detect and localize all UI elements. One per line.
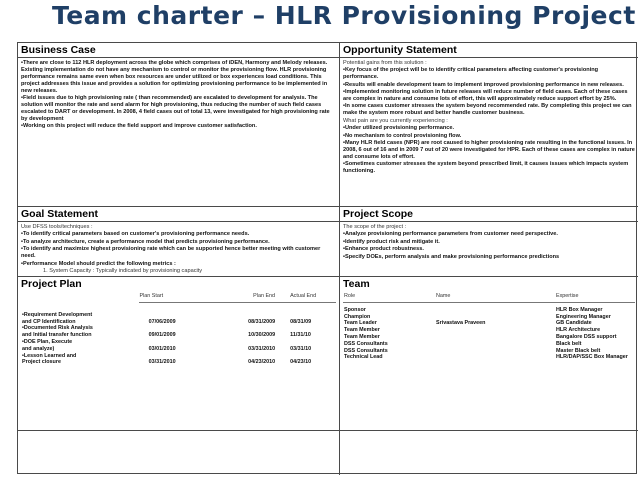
team-row: [343, 354, 635, 364]
team-name: Srivastava Praveen: [436, 320, 486, 327]
team-charter-grid: [17, 42, 637, 474]
team-rows: [343, 307, 635, 365]
plan-start: 09/01/2009: [148, 332, 176, 339]
plan-task: and analyze): [22, 345, 55, 352]
team-expertise: Black belt: [556, 340, 582, 347]
plan-actual: [276, 312, 336, 319]
goal-bullet: •To identify critical parameters based on customer's provisioning performance needs.: [21, 231, 250, 238]
plan-end: 04/23/2010: [248, 359, 276, 366]
plan-header-rule: [139, 301, 336, 303]
project-plan-rows: [21, 312, 336, 366]
empty-cell-left: [18, 431, 340, 475]
team-name: [435, 307, 555, 314]
team-role: Sponsor: [344, 306, 366, 313]
team-name: [435, 354, 555, 364]
business-case-bullet: •Working on this project will reduce the field support and improve customer satisfaction.: [21, 123, 257, 130]
team-expertise: HLR Architecture: [556, 327, 601, 334]
scope-intro: The scope of the project :: [343, 224, 407, 230]
pain-bullet: •Many HLR field cases (NPR) are root caused to higher provisioning rate resulting in the functional issues. In 2008, 6 out of 16 and in 2009 7 out of 20 were investigated for HPR. Each of these cases are complex in nature and consume lots of effort.: [343, 139, 635, 160]
plan-actual: [276, 353, 336, 360]
plan-row: [21, 319, 336, 326]
project-plan-cell: [18, 277, 340, 431]
plan-task: and Initial transfer function: [22, 332, 92, 339]
plan-end: 08/31/2009: [248, 318, 276, 325]
goal-intro: Use DFSS tools/techniques :: [21, 224, 93, 230]
team-role: Team Member: [344, 333, 380, 340]
project-plan-table: [21, 293, 336, 300]
plan-col-end: Plan End: [253, 293, 276, 299]
scope-bullet: •Specify DOEs, perform analysis and make provisioning performance predictions: [343, 253, 560, 260]
plan-task: and CP Identification: [22, 318, 76, 325]
plan-col-actual: Actual End: [290, 293, 317, 299]
project-scope-cell: [340, 207, 638, 277]
plan-start: [139, 339, 219, 346]
plan-row: [21, 332, 336, 339]
plan-header-row: [21, 293, 336, 300]
goal-bullet: •To analyze architecture, create a performance model that predicts provisioning performance.: [21, 238, 270, 245]
plan-task: •DOE Plan, Execute: [22, 338, 73, 345]
goal-statement-cell: [18, 207, 340, 277]
goal-metric: 1. System Capacity : Typically indicated by provisioning capacity: [43, 267, 203, 274]
plan-start: 07/06/2009: [148, 318, 176, 325]
plan-row: [21, 312, 336, 319]
team-table: [343, 293, 635, 300]
team-name: [435, 341, 555, 348]
goal-bullet: •Performance Model should predict the following metrics :: [21, 260, 176, 267]
team-role: Team Leader: [344, 320, 377, 327]
plan-end: 10/30/2009: [248, 332, 276, 339]
plan-start: [139, 353, 219, 360]
team-col-expertise: Expertise: [556, 293, 579, 299]
pain-intro: What pain are you currently experiencing :: [343, 117, 448, 124]
plan-start: [139, 312, 219, 319]
scope-bullet: •Enhance product robustness.: [343, 246, 424, 253]
plan-start: 03/01/2010: [148, 345, 176, 352]
team-name: [435, 314, 555, 321]
plan-col-start: Plan Start: [139, 293, 164, 299]
plan-end: [218, 339, 276, 346]
team-col-name: Name: [436, 293, 451, 299]
team-role: DSS Consultants: [344, 340, 388, 347]
title-bar: [0, 0, 638, 38]
team-row: [343, 314, 635, 321]
business-case-bullet: •There are close to 112 HLR deployment across the globe which comprises of iDEN, Harmony and Melody releases. Existing implementation do not have any mechanism to control or monitor the provisioning flow. HLR provisioning performance remains same even when box resources are under utilized or box experiences load conditions. This project addresses this issue and provides a solution for optimizing provisioning performance to be implemented in new releases.: [21, 60, 328, 94]
plan-start: [139, 325, 219, 332]
opportunity-bullet: •Key focus of the project will be to identify critical parameters affecting customer's provisioning performance.: [343, 67, 599, 81]
plan-end: 03/31/2010: [248, 345, 276, 352]
team-header-row: [343, 293, 635, 300]
business-case-cell: [18, 43, 340, 207]
opportunity-bullet: •In some cases customer stresses the system beyond recommended rate. By completing this project we can make the system more robust and better handle customer business.: [343, 103, 632, 117]
team-expertise: Bangalore DSS support: [556, 333, 617, 340]
pain-bullet: •Under utilized provisioning performance.: [343, 125, 455, 132]
team-role: DSS Consultants: [344, 347, 388, 354]
team-col-role: Role: [344, 293, 356, 299]
opportunity-statement-heading: Opportunity Statement: [340, 44, 638, 58]
team-name: [435, 327, 555, 334]
opportunity-bullet: •Implemented monitoring solution in future releases will reduce number of field cases. Each of these cases are complex in nature and consume lots of effort, this will approximately reduce support effort by 25%.: [343, 89, 628, 103]
opportunity-statement-cell: [340, 43, 638, 207]
business-case-bullet: •Field issues due to high provisioning rate ( than recommended) are escalated to development for analysis. The solution will monitor the rate and send alarm for high provisioning, thus reducing the number of such field cases escalated to DART or development. In 2008, 4 field cases out of total 13, were investigated for high provisioning rate by development: [21, 95, 330, 122]
goal-bullet: •To identify and maximize highest provisioning rate which can be supported hence better meeting with customer need.: [21, 246, 321, 260]
team-role: Champion: [344, 313, 371, 320]
plan-start: 03/31/2010: [148, 359, 176, 366]
plan-row: [21, 346, 336, 353]
plan-row: [21, 325, 336, 332]
plan-row: [21, 353, 336, 360]
pain-bullet: •Sometimes customer stresses the system beyond prescribed limit, it causes issues which impacts system functioning.: [343, 161, 629, 175]
project-scope-heading: Project Scope: [340, 208, 638, 222]
slide-title: Team charter – HLR Provisioning Project: [52, 1, 636, 30]
plan-actual: 11/31/10: [290, 332, 311, 339]
opportunity-intro: Potential gains from this solution :: [343, 60, 427, 66]
team-row: [343, 334, 635, 341]
team-row: [343, 348, 635, 355]
plan-row: [21, 359, 336, 366]
pain-bullet: •No mechanism to control provisioning flow.: [343, 132, 462, 139]
plan-task: •Lesson Learned and: [22, 352, 77, 359]
team-expertise: HLR/DAP/SSC Box Manager: [556, 354, 628, 361]
plan-task: Project closure: [22, 359, 61, 366]
business-case-heading: Business Case: [18, 44, 339, 58]
project-plan-heading: Project Plan: [21, 278, 82, 290]
team-expertise: GB Candidate: [556, 320, 592, 327]
team-name: [435, 334, 555, 341]
plan-end: [218, 312, 276, 319]
team-row: [343, 307, 635, 314]
plan-task: •Documented Risk Analysis: [22, 325, 93, 332]
empty-cell-right: [340, 431, 638, 475]
team-role: Technical Lead: [344, 354, 383, 361]
plan-actual: 03/31/10: [290, 345, 312, 352]
team-expertise: Master Black belt: [556, 347, 601, 354]
scope-bullet: •Identify product risk and mitigate it.: [343, 238, 440, 245]
goal-statement-heading: Goal Statement: [18, 208, 339, 222]
opportunity-bullet: •Results will enable development team to implement improved provisioning performance in new releases.: [343, 81, 624, 88]
team-expertise: Engineering Manager: [556, 313, 611, 320]
team-row: [343, 341, 635, 348]
plan-actual: [276, 325, 336, 332]
plan-actual: 04/23/10: [290, 359, 312, 366]
plan-row: [21, 339, 336, 346]
team-cell: [340, 277, 638, 431]
plan-actual: [276, 339, 336, 346]
team-heading: Team: [343, 278, 370, 290]
scope-bullet: •Analyze provisioning performance parameters from customer need perspective.: [343, 231, 558, 238]
team-header-rule: [343, 301, 635, 303]
plan-actual: 08/31/09: [290, 318, 312, 325]
team-name: [435, 348, 555, 355]
team-expertise: HLR Box Manager: [556, 306, 603, 313]
team-row: [343, 327, 635, 334]
team-role: Team Member: [344, 327, 380, 334]
plan-task: •Requirement Development: [22, 311, 93, 318]
team-row: [343, 320, 635, 327]
plan-end: [218, 353, 276, 360]
plan-end: [218, 325, 276, 332]
